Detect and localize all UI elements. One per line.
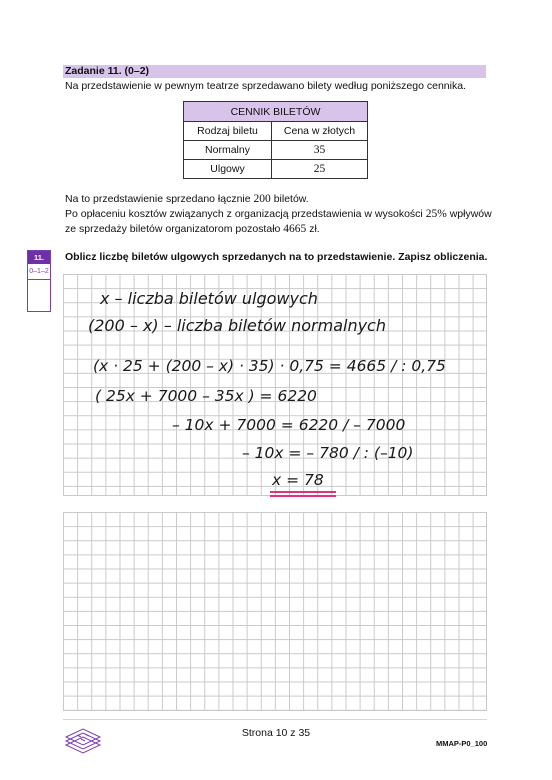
answer-underline-1 bbox=[270, 491, 336, 493]
text: wpływów bbox=[449, 208, 492, 220]
paragraph-line-1 bbox=[65, 193, 309, 205]
ticket-type: Ulgowy bbox=[184, 160, 272, 179]
task-header: Zadanie 11. (0–2) bbox=[63, 65, 486, 78]
task-intro: Na przedstawienie w pewnym teatrze sprzedawano bilety według poniższego cennika. bbox=[65, 80, 466, 92]
exam-code: MMAP-P0_100 bbox=[436, 739, 488, 748]
price-table-col-price: Cena w złotych bbox=[272, 122, 368, 141]
footer-divider bbox=[63, 719, 487, 720]
price-table-title-row bbox=[184, 102, 368, 122]
text: Na to przedstawienie sprzedano łącznie bbox=[65, 193, 251, 205]
handwriting-answer: x = 78 bbox=[272, 471, 324, 489]
table-row bbox=[184, 160, 368, 179]
price-table bbox=[183, 101, 368, 179]
paragraph-line-2 bbox=[65, 208, 492, 220]
number: 200 bbox=[253, 193, 271, 205]
paragraph-line-3 bbox=[65, 223, 320, 235]
table-row bbox=[184, 141, 368, 160]
ticket-price: 25 bbox=[272, 160, 368, 179]
handwriting-line-2: (200 – x) – liczba biletów normalnych bbox=[88, 316, 386, 335]
badge-number: 11. bbox=[28, 251, 50, 264]
price-table-title: CENNIK BILETÓW bbox=[184, 102, 368, 122]
task-instruction: Oblicz liczbę biletów ulgowych sprzedanych na to przedstawienie. Zapisz obliczenia. bbox=[65, 251, 488, 263]
ticket-price: 35 bbox=[272, 141, 368, 160]
handwriting-line-3: (x · 25 + (200 – x) · 35) · 0,75 = 4665 / : 0,75 bbox=[93, 357, 446, 375]
handwriting-line-5: – 10x + 7000 = 6220 / – 7000 bbox=[172, 416, 406, 434]
answer-underline-2 bbox=[270, 495, 336, 497]
number: 4665 bbox=[283, 223, 307, 235]
text: ze sprzedaży biletów organizatorom pozostało bbox=[65, 223, 281, 235]
handwriting-line-4: ( 25x + 7000 – 35x ) = 6220 bbox=[95, 387, 317, 405]
price-table-col-type: Rodzaj biletu bbox=[184, 122, 272, 141]
page-number: Strona 10 z 35 bbox=[241, 727, 311, 739]
handwriting-line-6: – 10x = – 780 / : (–10) bbox=[242, 444, 414, 462]
task-badge bbox=[27, 250, 51, 312]
ticket-type: Normalny bbox=[184, 141, 272, 160]
text: Po opłaceniu kosztów związanych z organizacją przedstawienia w wysokości bbox=[65, 208, 423, 220]
text: zł. bbox=[309, 223, 320, 235]
number: 25% bbox=[425, 208, 447, 220]
handwriting-line-1: x – liczba biletów ulgowych bbox=[100, 289, 318, 308]
price-table-header-row bbox=[184, 122, 368, 141]
badge-score: 0–1–2 bbox=[28, 264, 50, 280]
text: biletów. bbox=[273, 193, 309, 205]
answer-grid-empty bbox=[63, 512, 487, 711]
